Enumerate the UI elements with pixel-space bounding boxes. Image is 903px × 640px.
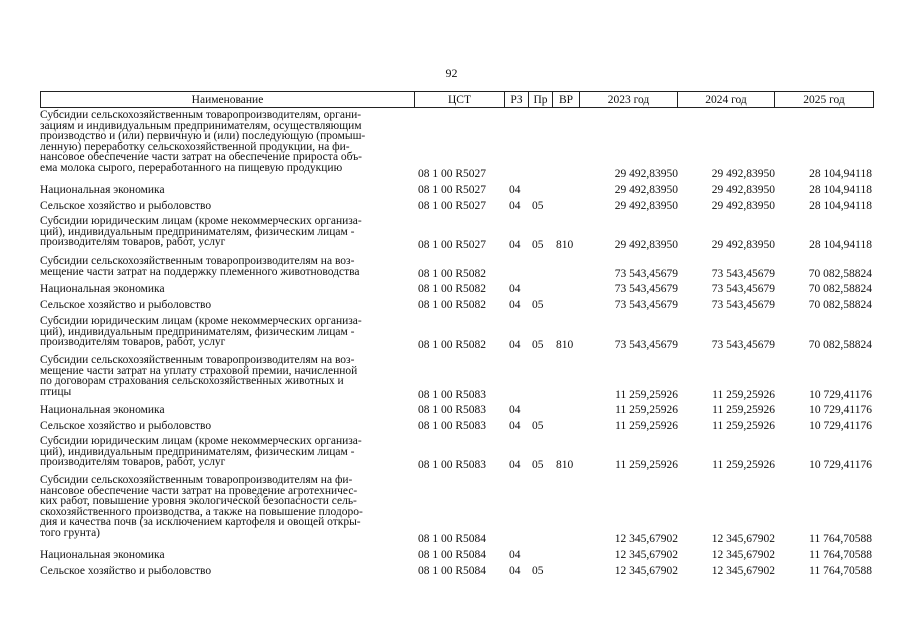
table-row bbox=[0, 110, 903, 181]
header-rz: РЗ bbox=[504, 92, 528, 107]
row-name: Сельское хозяйство и рыболовство bbox=[40, 299, 212, 311]
row-cst: 08 1 00 R5027 bbox=[418, 200, 487, 212]
row-2025: 28 104,94118 bbox=[809, 200, 872, 212]
table-row bbox=[0, 216, 903, 252]
header-cst: ЦСТ bbox=[414, 92, 504, 107]
row-pr: 05 bbox=[532, 420, 544, 432]
row-2023: 29 492,83950 bbox=[614, 200, 678, 212]
header-2023: 2023 год bbox=[579, 92, 677, 107]
row-name: Субсидии сельскохозяйственным товаропроизводителям на фи- нансовое обеспечение части затрат на проведение агротехничес- ких работ, повышение уровня экологической безопасности сель- скохозяйственного производства, а также на повышение плодоро- дия и качества почв (за исключением картофеля и овощей откры- того грунта) bbox=[40, 474, 363, 539]
row-name: Национальная экономика bbox=[40, 184, 165, 196]
row-2025: 10 729,41176 bbox=[809, 420, 872, 432]
row-name: Сельское хозяйство и рыболовство bbox=[40, 420, 212, 432]
row-2024: 73 543,45679 bbox=[711, 299, 775, 311]
table-row bbox=[0, 549, 903, 562]
row-name: Субсидии юридическим лицам (кроме некоммерческих организа- ций), индивидуальным предпринимателям, физическим лицам - производителям товаров, работ, услуг bbox=[40, 215, 362, 249]
row-2023: 12 345,67902 bbox=[614, 565, 678, 577]
table-row bbox=[0, 565, 903, 578]
table-row bbox=[0, 355, 903, 402]
row-2023: 11 259,25926 bbox=[615, 420, 678, 432]
row-rz: 04 bbox=[509, 339, 521, 351]
row-pr: 05 bbox=[532, 200, 544, 212]
row-2023: 11 259,25926 bbox=[615, 459, 678, 471]
row-pr: 05 bbox=[532, 239, 544, 251]
row-cst: 08 1 00 R5082 bbox=[418, 299, 487, 311]
row-2023: 29 492,83950 bbox=[614, 184, 678, 196]
header-2025: 2025 год bbox=[774, 92, 873, 107]
table-row bbox=[0, 184, 903, 197]
row-rz: 04 bbox=[509, 420, 521, 432]
row-rz: 04 bbox=[509, 200, 521, 212]
row-name: Субсидии юридическим лицам (кроме некоммерческих организа- ций), индивидуальным предпринимателям, физическим лицам - производителям товаров, работ, услуг bbox=[40, 315, 362, 349]
row-2025: 10 729,41176 bbox=[809, 389, 872, 401]
row-cst: 08 1 00 R5084 bbox=[418, 565, 487, 577]
row-2023: 73 543,45679 bbox=[614, 283, 678, 295]
row-2023: 29 492,83950 bbox=[614, 239, 678, 251]
row-2024: 29 492,83950 bbox=[711, 200, 775, 212]
row-2025: 28 104,94118 bbox=[809, 168, 872, 180]
table-row bbox=[0, 475, 903, 546]
table-row bbox=[0, 436, 903, 472]
row-2025: 70 082,58824 bbox=[808, 339, 872, 351]
table-row bbox=[0, 299, 903, 312]
row-2024: 11 259,25926 bbox=[712, 459, 775, 471]
row-name: Субсидии сельскохозяйственным товаропроизводителям на воз- мещение части затрат на уплату страховой премии, начисленной по договорам страхования сельскохозяйственных животных и птицы bbox=[40, 354, 358, 398]
row-cst: 08 1 00 R5027 bbox=[418, 168, 487, 180]
row-2025: 10 729,41176 bbox=[809, 459, 872, 471]
row-name: Сельское хозяйство и рыболовство bbox=[40, 200, 212, 212]
row-2023: 11 259,25926 bbox=[615, 404, 678, 416]
row-cst: 08 1 00 R5082 bbox=[418, 268, 487, 280]
row-rz: 04 bbox=[509, 459, 521, 471]
row-2024: 12 345,67902 bbox=[711, 533, 775, 545]
header-pr: Пр bbox=[528, 92, 552, 107]
row-2025: 10 729,41176 bbox=[809, 404, 872, 416]
row-cst: 08 1 00 R5084 bbox=[418, 549, 487, 561]
row-2024: 11 259,25926 bbox=[712, 404, 775, 416]
row-2025: 70 082,58824 bbox=[808, 283, 872, 295]
row-cst: 08 1 00 R5027 bbox=[418, 239, 487, 251]
row-name: Национальная экономика bbox=[40, 549, 165, 561]
row-name: Субсидии сельскохозяйственным товаропроизводителям, органи- зациям и индивидуальным предпринимателям, осуществляющим производство и (или) первичную и (или) последующую (промыш- ленную) переработку сельскохозяйственной продукции, на фи- нансовое обеспечение части затрат на обеспечение прироста объ- ема молока сырого, переработанного на пищевую продукцию bbox=[40, 109, 366, 174]
row-2024: 12 345,67902 bbox=[711, 549, 775, 561]
row-2023: 73 543,45679 bbox=[614, 339, 678, 351]
row-2024: 12 345,67902 bbox=[711, 565, 775, 577]
row-2024: 73 543,45679 bbox=[711, 268, 775, 280]
row-rz: 04 bbox=[509, 565, 521, 577]
row-cst: 08 1 00 R5083 bbox=[418, 459, 487, 471]
row-name: Национальная экономика bbox=[40, 404, 165, 416]
row-pr: 05 bbox=[532, 299, 544, 311]
row-2025: 28 104,94118 bbox=[809, 239, 872, 251]
header-name: Наименование bbox=[191, 94, 264, 106]
table-row bbox=[0, 283, 903, 296]
row-name: Субсидии юридическим лицам (кроме некоммерческих организа- ций), индивидуальным предпринимателям, физическим лицам - производителям товаров, работ, услуг bbox=[40, 435, 362, 469]
row-cst: 08 1 00 R5083 bbox=[418, 404, 487, 416]
row-name: Национальная экономика bbox=[40, 283, 165, 295]
row-2023: 73 543,45679 bbox=[614, 299, 678, 311]
row-cst: 08 1 00 R5082 bbox=[418, 339, 487, 351]
row-2023: 73 543,45679 bbox=[614, 268, 678, 280]
header-vr: ВР bbox=[552, 92, 579, 107]
row-2023: 29 492,83950 bbox=[614, 168, 678, 180]
row-name: Сельское хозяйство и рыболовство bbox=[40, 565, 212, 577]
row-cst: 08 1 00 R5082 bbox=[418, 283, 487, 295]
row-rz: 04 bbox=[509, 299, 521, 311]
row-2023: 12 345,67902 bbox=[614, 549, 678, 561]
row-name: Субсидии сельскохозяйственным товаропроизводителям на воз- мещение части затрат на поддержку племенного животноводства bbox=[40, 255, 360, 278]
row-cst: 08 1 00 R5083 bbox=[418, 389, 487, 401]
table-header bbox=[40, 91, 874, 108]
row-vr: 810 bbox=[556, 459, 574, 471]
row-2025: 11 764,70588 bbox=[809, 565, 872, 577]
page-number: 92 bbox=[445, 66, 458, 80]
row-2025: 70 082,58824 bbox=[808, 299, 872, 311]
row-2024: 11 259,25926 bbox=[712, 420, 775, 432]
row-2025: 28 104,94118 bbox=[809, 184, 872, 196]
row-rz: 04 bbox=[509, 184, 521, 196]
row-pr: 05 bbox=[532, 339, 544, 351]
row-2024: 11 259,25926 bbox=[712, 389, 775, 401]
row-rz: 04 bbox=[509, 549, 521, 561]
row-rz: 04 bbox=[509, 404, 521, 416]
row-cst: 08 1 00 R5083 bbox=[418, 420, 487, 432]
row-2023: 11 259,25926 bbox=[615, 389, 678, 401]
table-row bbox=[0, 420, 903, 433]
table-row bbox=[0, 316, 903, 352]
row-2023: 12 345,67902 bbox=[614, 533, 678, 545]
row-2025: 11 764,70588 bbox=[809, 533, 872, 545]
table-row bbox=[0, 404, 903, 417]
row-2025: 11 764,70588 bbox=[809, 549, 872, 561]
row-pr: 05 bbox=[532, 565, 544, 577]
row-cst: 08 1 00 R5027 bbox=[418, 184, 487, 196]
row-vr: 810 bbox=[556, 239, 574, 251]
row-cst: 08 1 00 R5084 bbox=[418, 533, 487, 545]
row-vr: 810 bbox=[556, 339, 574, 351]
row-rz: 04 bbox=[509, 239, 521, 251]
row-2024: 29 492,83950 bbox=[711, 168, 775, 180]
row-2024: 73 543,45679 bbox=[711, 339, 775, 351]
row-2024: 73 543,45679 bbox=[711, 283, 775, 295]
table-row bbox=[0, 200, 903, 213]
row-rz: 04 bbox=[509, 283, 521, 295]
row-pr: 05 bbox=[532, 459, 544, 471]
row-2024: 29 492,83950 bbox=[711, 184, 775, 196]
table-row bbox=[0, 256, 903, 281]
row-2025: 70 082,58824 bbox=[808, 268, 872, 280]
header-2024: 2024 год bbox=[677, 92, 774, 107]
row-2024: 29 492,83950 bbox=[711, 239, 775, 251]
